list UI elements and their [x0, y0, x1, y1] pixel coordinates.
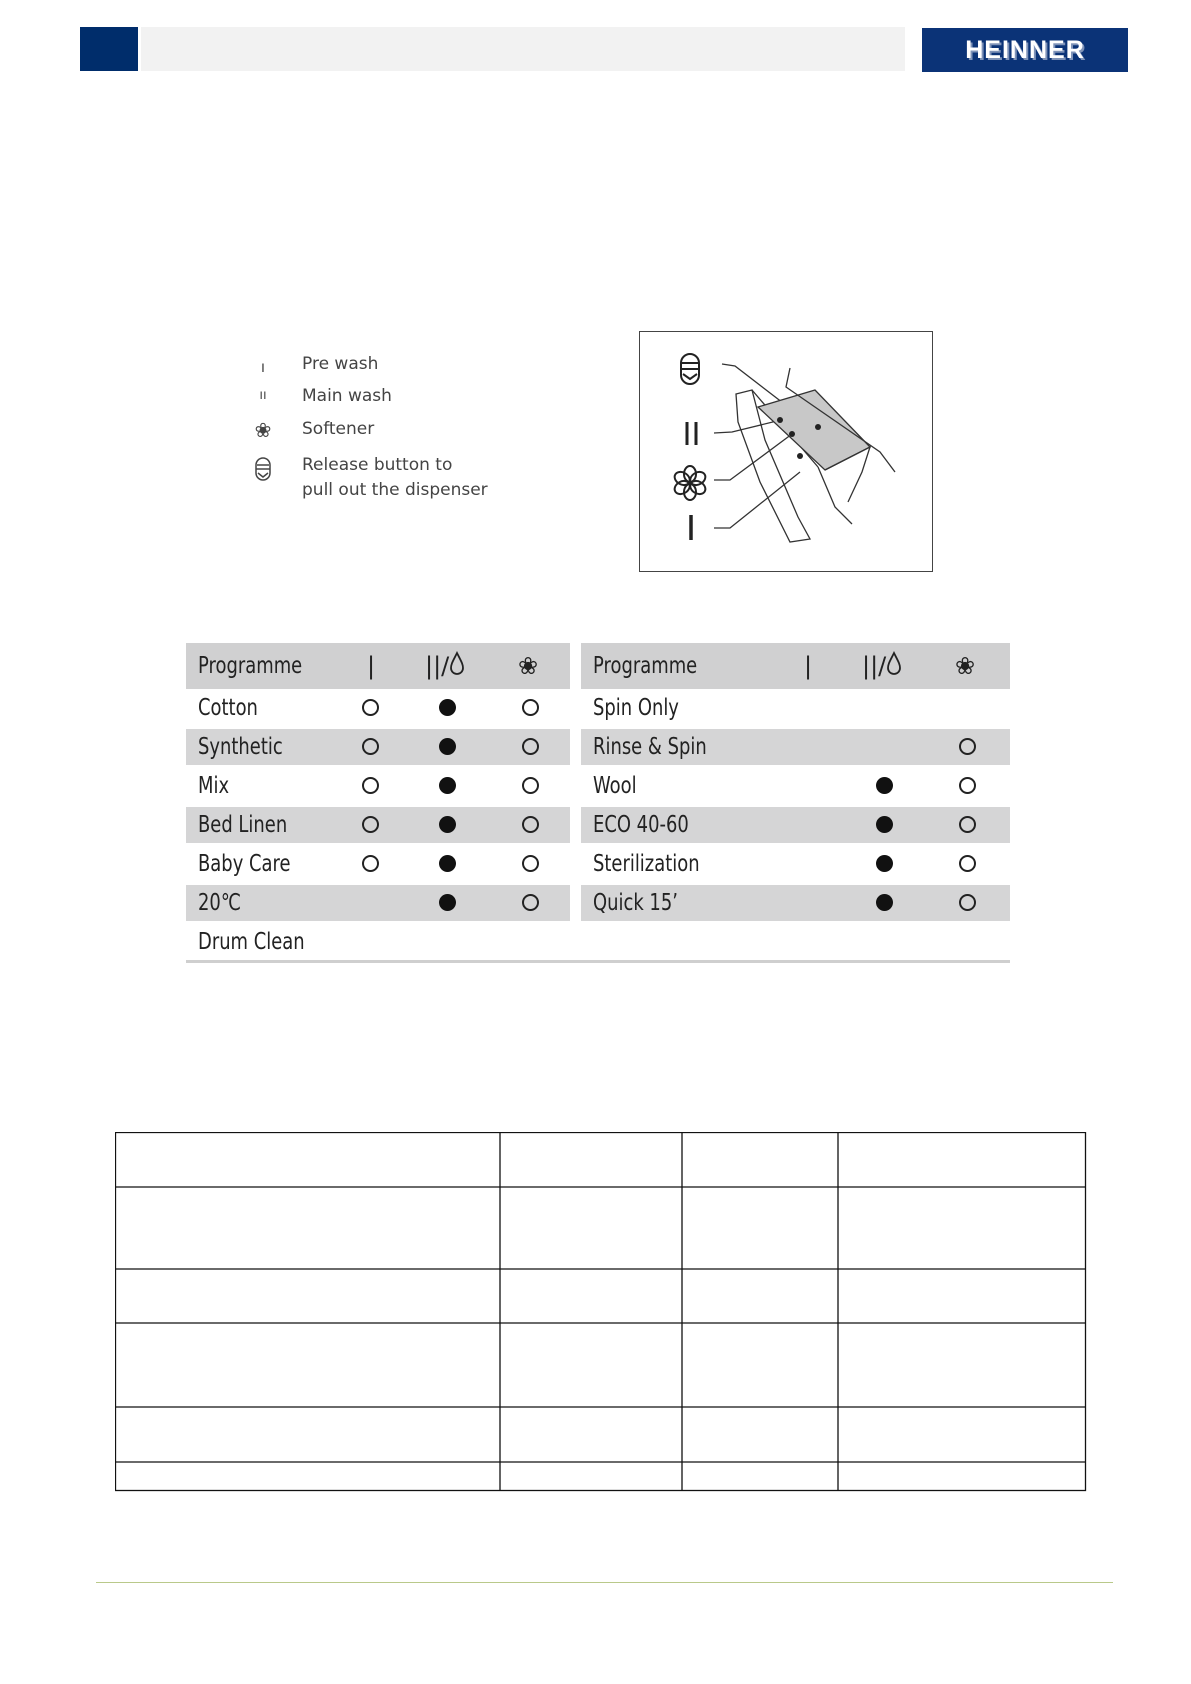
open-circle-icon	[959, 777, 976, 794]
mainwash-column-icon	[425, 643, 465, 689]
programme-name-label: Wool	[593, 773, 637, 799]
empty-data-table	[115, 1132, 1087, 1492]
header-programme-label: Programme	[198, 653, 303, 679]
legend-label-release	[302, 453, 488, 503]
filled-dot-icon	[439, 855, 456, 872]
table-header-row	[186, 643, 570, 689]
brand-logo: HEINNER	[922, 28, 1128, 72]
prewash-column-icon: |	[804, 652, 813, 680]
programme-name-label: Spin Only	[593, 695, 679, 721]
legend-label-release-line1: Release button to	[302, 455, 453, 475]
filled-dot-icon	[439, 738, 456, 755]
table-row	[186, 690, 570, 726]
programme-name-label: ECO 40-60	[593, 812, 689, 838]
filled-dot-icon	[439, 816, 456, 833]
programme-name-label: Sterilization	[593, 851, 700, 877]
filled-dot-icon	[439, 699, 456, 716]
header-accent-block	[80, 27, 138, 71]
mainwash-label: ||/	[425, 652, 450, 680]
softener-icon: ❀	[254, 418, 272, 442]
open-circle-icon	[959, 738, 976, 755]
programme-name	[593, 690, 703, 726]
programme-name	[198, 690, 275, 726]
programme-name	[198, 768, 238, 804]
header-programme-label: Programme	[593, 653, 698, 679]
open-circle-icon	[522, 699, 539, 716]
programme-name	[198, 729, 307, 765]
softener-column-icon: ❀	[518, 652, 539, 680]
softener-icon	[672, 466, 707, 500]
release-button-icon	[250, 456, 276, 486]
filled-dot-icon	[876, 816, 893, 833]
programme-name-label: Cotton	[198, 695, 258, 721]
programme-name	[593, 846, 730, 882]
table-row	[186, 768, 570, 804]
legend-label-softener: Softener	[302, 419, 375, 439]
open-circle-icon	[959, 855, 976, 872]
programme-name-label: 20℃	[198, 890, 241, 916]
filled-dot-icon	[439, 777, 456, 794]
table-row	[186, 924, 570, 960]
table-row	[581, 807, 1010, 843]
open-circle-icon	[522, 816, 539, 833]
open-circle-icon	[362, 699, 379, 716]
open-circle-icon	[522, 738, 539, 755]
filled-dot-icon	[876, 777, 893, 794]
programme-name-label: Bed Linen	[198, 812, 288, 838]
programme-name	[198, 807, 312, 843]
filled-dot-icon	[876, 894, 893, 911]
table-row	[186, 807, 570, 843]
release-button-icon	[681, 354, 699, 384]
header-bar	[141, 27, 905, 71]
legend-label-release-line2: pull out the dispenser	[302, 480, 488, 500]
programme-name	[593, 768, 649, 804]
open-circle-icon	[522, 777, 539, 794]
filled-dot-icon	[439, 894, 456, 911]
programme-table-right	[581, 643, 1010, 963]
programme-name	[593, 729, 739, 765]
dispenser-illustration	[639, 331, 933, 572]
open-circle-icon	[959, 894, 976, 911]
legend-label-mainwash: Main wash	[302, 386, 392, 406]
prewash-column-icon: |	[367, 652, 376, 680]
prewash-icon: ı	[260, 358, 266, 376]
table-row	[186, 729, 570, 765]
table-row	[186, 885, 570, 921]
filled-dot-icon	[876, 855, 893, 872]
programme-name	[198, 924, 335, 960]
programme-name-label: Drum Clean	[198, 929, 305, 955]
programme-name-label: Baby Care	[198, 851, 291, 877]
mainwash-column-icon	[862, 643, 902, 689]
programme-table-left	[186, 643, 570, 963]
water-drop-icon	[449, 651, 465, 681]
header-programme	[593, 643, 727, 689]
softener-column-icon: ❀	[955, 652, 976, 680]
programme-name-label: Mix	[198, 773, 230, 799]
programme-name	[198, 846, 317, 882]
programme-name	[198, 885, 253, 921]
open-circle-icon	[362, 855, 379, 872]
programme-name-label: Quick 15’	[593, 890, 678, 916]
table-row	[581, 846, 1010, 882]
programme-name	[593, 885, 702, 921]
open-circle-icon	[362, 816, 379, 833]
table-row	[581, 729, 1010, 765]
mainwash-icon	[687, 422, 696, 445]
table-row	[581, 690, 1010, 726]
header-programme	[198, 643, 332, 689]
table-header-row	[581, 643, 1010, 689]
programme-name-label: Rinse & Spin	[593, 734, 707, 760]
water-drop-icon	[886, 651, 902, 681]
open-circle-icon	[522, 894, 539, 911]
mainwash-icon: ıı	[259, 388, 267, 403]
open-circle-icon	[959, 816, 976, 833]
footer-rule	[96, 1582, 1113, 1583]
legend-label-prewash: Pre wash	[302, 354, 379, 374]
open-circle-icon	[522, 855, 539, 872]
programme-name	[593, 807, 716, 843]
programme-name-label: Synthetic	[198, 734, 283, 760]
table-row	[186, 846, 570, 882]
table-bottom-rule	[186, 960, 1010, 963]
open-circle-icon	[362, 777, 379, 794]
table-row	[581, 768, 1010, 804]
table-row	[581, 885, 1010, 921]
open-circle-icon	[362, 738, 379, 755]
mainwash-label: ||/	[862, 652, 887, 680]
